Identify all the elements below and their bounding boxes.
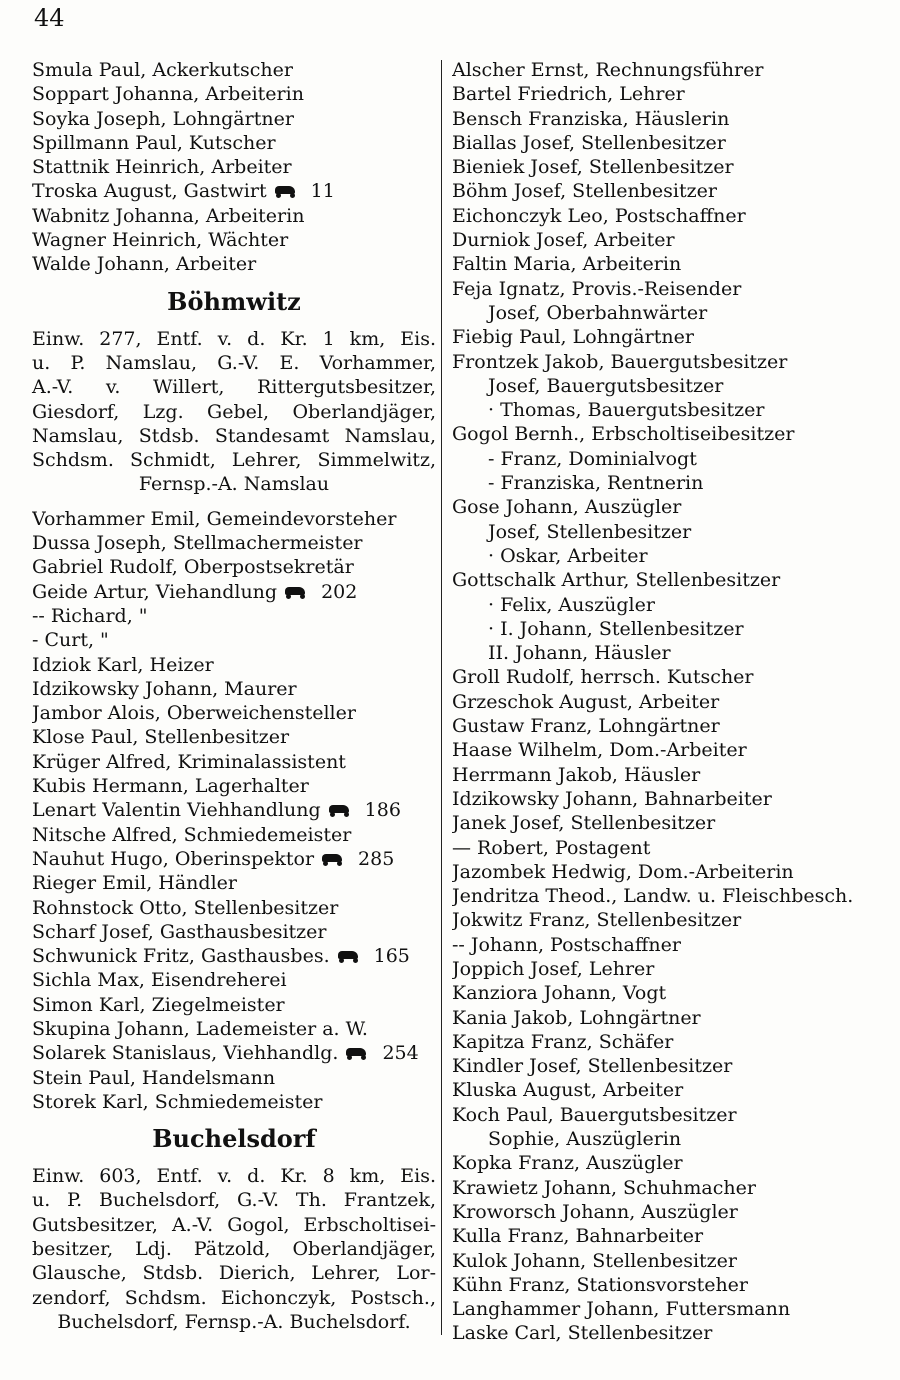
- directory-entry: [452, 1176, 888, 1200]
- description-line: Buchelsdorf, Fernsp.-A. Buchelsdorf.: [57, 1310, 411, 1333]
- entry-text: Troska August, Gastwirt: [32, 180, 267, 203]
- directory-entry: [32, 107, 436, 131]
- directory-entry: [452, 350, 888, 374]
- directory-entry: [452, 714, 888, 738]
- telephone-car-icon: [283, 587, 309, 599]
- directory-entry: [452, 617, 888, 641]
- directory-entry: [452, 325, 888, 349]
- entry-text: Geide Artur, Viehandlung: [32, 580, 278, 603]
- entry-text: Nitsche Alfred, Schmiedemeister: [32, 823, 352, 846]
- description-line: Fernsp.-A. Namslau: [138, 473, 330, 496]
- entry-text: Kanziora Johann, Vogt: [452, 982, 667, 1005]
- entry-text: Kulok Johann, Stellenbesitzer: [452, 1249, 737, 1272]
- entry-text: Kopka Franz, Auszügler: [452, 1152, 683, 1175]
- page-number: 44: [34, 4, 65, 32]
- left-column: [32, 58, 436, 1334]
- directory-entry: [32, 896, 436, 920]
- directory-entry: [452, 665, 888, 689]
- directory-entry: [452, 933, 888, 957]
- entry-text: Sichla Max, Eisendreherei: [32, 969, 287, 992]
- description-line: Giesdorf, Lzg. Gebel, Oberlandjäger,: [32, 400, 436, 423]
- description-line: u. P. Buchelsdorf, G.-V. Th. Frantzek,: [32, 1189, 436, 1212]
- description-line: Einw. 277, Entf. v. d. Kr. 1 km, Eis.: [32, 327, 436, 350]
- description-line: Glausche, Stdsb. Dierich, Lehrer, Lor-: [32, 1262, 436, 1285]
- entry-text: Lenart Valentin Viehhandlung: [32, 799, 321, 822]
- directory-entry: [452, 568, 888, 592]
- entry-text: Stattnik Heinrich, Arbeiter: [32, 156, 292, 179]
- entry-text: Gustaw Franz, Lohngärtner: [452, 715, 720, 738]
- entry-text: Langhammer Johann, Futtersmann: [452, 1298, 791, 1321]
- directory-entry: [32, 252, 436, 276]
- entry-text: -- Richard, ": [32, 604, 148, 627]
- directory-entry: [32, 847, 436, 871]
- entry-text: Storek Karl, Schmiedemeister: [32, 1090, 323, 1113]
- entry-text: Bensch Franziska, Häuslerin: [452, 107, 730, 130]
- directory-entry: [32, 628, 436, 652]
- phone-number: 254: [382, 1042, 419, 1065]
- directory-entry: [452, 1249, 888, 1273]
- entry-text: · Thomas, Bauergutsbesitzer: [488, 399, 765, 422]
- entry-text: Feja Ignatz, Provis.-Reisender: [452, 277, 742, 300]
- entry-text: Spillmann Paul, Kutscher: [32, 131, 276, 154]
- entry-text: Kühn Franz, Stationsvorsteher: [452, 1273, 749, 1296]
- directory-entry: [452, 787, 888, 811]
- directory-entry: [32, 725, 436, 749]
- directory-entry: [452, 1127, 888, 1151]
- entry-text: Simon Karl, Ziegelmeister: [32, 993, 285, 1016]
- description-line: u. P. Namslau, G.-V. E. Vorhammer,: [32, 351, 436, 374]
- entry-text: Krawietz Johann, Schuhmacher: [452, 1176, 756, 1199]
- entry-text: Laske Carl, Stellenbesitzer: [452, 1322, 713, 1345]
- directory-entry: [452, 1297, 888, 1321]
- directory-entry: [452, 252, 888, 276]
- entry-text: Idziok Karl, Heizer: [32, 653, 214, 676]
- directory-entry: [32, 871, 436, 895]
- directory-entry: [452, 811, 888, 835]
- description-line: Schdsm. Schmidt, Lehrer, Simmelwitz,: [32, 449, 436, 472]
- directory-entry: [32, 155, 436, 179]
- directory-entry: [452, 495, 888, 519]
- entry-text: Rieger Emil, Händler: [32, 872, 237, 895]
- directory-entry: [32, 1017, 436, 1041]
- entry-text: Dussa Joseph, Stellmachermeister: [32, 532, 363, 555]
- telephone-car-icon: [273, 186, 299, 198]
- directory-entry: [452, 107, 888, 131]
- entry-text: Herrmann Jakob, Häusler: [452, 763, 701, 786]
- entry-text: Vorhammer Emil, Gemeindevorsteher: [32, 507, 397, 530]
- entry-text: Josef, Oberbahnwärter: [488, 301, 708, 324]
- phone-number: 285: [358, 847, 395, 870]
- entry-text: Fiebig Paul, Lohngärtner: [452, 326, 694, 349]
- entry-text: Joppich Josef, Lehrer: [452, 957, 655, 980]
- directory-entry: [452, 228, 888, 252]
- directory-entry: [452, 1224, 888, 1248]
- entry-text: Kubis Hermann, Lagerhalter: [32, 775, 309, 798]
- directory-entry: [452, 1273, 888, 1297]
- directory-entry: [32, 701, 436, 725]
- directory-entry: [452, 204, 888, 228]
- entry-text: Koch Paul, Bauergutsbesitzer: [452, 1103, 737, 1126]
- directory-entry: [32, 774, 436, 798]
- entry-text: - Franz, Dominialvogt: [488, 447, 697, 470]
- directory-entry: [452, 58, 888, 82]
- directory-entry: [32, 555, 436, 579]
- description-line: besitzer, Ldj. Pätzold, Oberlandjäger,: [32, 1238, 436, 1261]
- entry-text: Wabnitz Johanna, Arbeiterin: [32, 204, 305, 227]
- entry-text: Josef, Bauergutsbesitzer: [488, 374, 724, 397]
- directory-entry: [452, 447, 888, 471]
- entry-text: Gottschalk Arthur, Stellenbesitzer: [452, 569, 781, 592]
- directory-entry: [452, 1030, 888, 1054]
- directory-entry: [32, 580, 436, 604]
- directory-entry: [452, 981, 888, 1005]
- directory-entry: [452, 471, 888, 495]
- column-divider: [441, 60, 442, 1335]
- entry-text: Sophie, Auszüglerin: [488, 1128, 682, 1151]
- directory-entry: [32, 1041, 436, 1065]
- directory-entry: [32, 1090, 436, 1114]
- entry-text: Wagner Heinrich, Wächter: [32, 229, 289, 252]
- directory-entry: [452, 641, 888, 665]
- entry-text: Smula Paul, Ackerkutscher: [32, 59, 293, 81]
- telephone-car-icon: [344, 1048, 370, 1060]
- entries-boehmwitz: [32, 507, 436, 1114]
- directory-entry: [452, 398, 888, 422]
- directory-entry: [452, 179, 888, 203]
- directory-entry: [452, 738, 888, 762]
- telephone-car-icon: [327, 805, 353, 817]
- description-line: A.-V. v. Willert, Rittergutsbesitzer,: [32, 376, 436, 399]
- directory-entry: [452, 1200, 888, 1224]
- directory-entry: [452, 155, 888, 179]
- description-line: zendorf, Schdsm. Eichonczyk, Postsch.,: [32, 1286, 436, 1309]
- phone-number: 186: [364, 799, 401, 822]
- entry-text: Böhm Josef, Stellenbesitzer: [452, 180, 717, 203]
- directory-entry: [32, 1066, 436, 1090]
- entry-text: Soyka Joseph, Lohngärtner: [32, 107, 294, 130]
- phone-number: 11: [310, 180, 335, 203]
- directory-entry: [32, 677, 436, 701]
- entry-text: Walde Johann, Arbeiter: [32, 253, 257, 276]
- entry-text: Kapitza Franz, Schäfer: [452, 1030, 674, 1053]
- directory-entry: [452, 690, 888, 714]
- entry-text: Haase Wilhelm, Dom.-Arbeiter: [452, 739, 747, 762]
- entry-text: Gogol Bernh., Erbscholtiseibesitzer: [452, 423, 795, 446]
- entry-text: Faltin Maria, Arbeiterin: [452, 253, 682, 276]
- entry-text: Krüger Alfred, Kriminalassistent: [32, 750, 346, 773]
- entry-text: · Felix, Auszügler: [488, 593, 655, 616]
- directory-entry: [452, 908, 888, 932]
- directory-entry: [452, 884, 888, 908]
- directory-entry: [32, 204, 436, 228]
- entry-text: Jazombek Hedwig, Dom.-Arbeiterin: [452, 860, 794, 883]
- entry-text: Schwunick Fritz, Gasthausbes.: [32, 945, 330, 968]
- section-description-boehmwitz: [32, 327, 436, 497]
- directory-entry: [452, 544, 888, 568]
- entry-text: Biallas Josef, Stellenbesitzer: [452, 131, 726, 154]
- entry-text: · Oskar, Arbeiter: [488, 544, 648, 567]
- entry-text: - Curt, ": [32, 629, 109, 652]
- entry-text: — Robert, Postagent: [452, 836, 651, 859]
- entries-top: [32, 58, 436, 277]
- entry-text: Idzikowsky Johann, Bahnarbeiter: [452, 787, 772, 810]
- description-line: Gutsbesitzer, A.-V. Gogol, Erbscholtisei-: [32, 1213, 436, 1236]
- entry-text: Alscher Ernst, Rechnungsführer: [452, 59, 764, 81]
- entry-text: Kluska August, Arbeiter: [452, 1079, 684, 1102]
- entry-text: Kindler Josef, Stellenbesitzer: [452, 1055, 733, 1078]
- entry-text: - Franziska, Rentnerin: [488, 472, 704, 495]
- description-line: Namslau, Stdsb. Standesamt Namslau,: [32, 424, 436, 447]
- entry-text: Solarek Stanislaus, Viehhandlg.: [32, 1042, 339, 1065]
- entry-text: Scharf Josef, Gasthausbesitzer: [32, 920, 327, 943]
- directory-entry: [32, 604, 436, 628]
- entry-text: Kulla Franz, Bahnarbeiter: [452, 1225, 704, 1248]
- entry-text: Kroworsch Johann, Auszügler: [452, 1200, 738, 1223]
- entry-text: Bartel Friedrich, Lehrer: [452, 83, 685, 106]
- directory-entry: [452, 836, 888, 860]
- entry-text: Frontzek Jakob, Bauergutsbesitzer: [452, 350, 788, 373]
- entry-text: Durniok Josef, Arbeiter: [452, 229, 675, 252]
- entry-text: Grzeschok August, Arbeiter: [452, 690, 720, 713]
- directory-entry: [32, 228, 436, 252]
- directory-entry: [32, 944, 436, 968]
- entry-text: II. Johann, Häusler: [488, 642, 671, 665]
- directory-entry: [452, 1078, 888, 1102]
- directory-entry: [32, 653, 436, 677]
- directory-entry: [452, 1151, 888, 1175]
- section-title-buchelsdorf: Buchelsdorf: [152, 1124, 316, 1154]
- entry-text: Idzikowsky Johann, Maurer: [32, 677, 297, 700]
- directory-entry: [452, 593, 888, 617]
- directory-entry: [452, 301, 888, 325]
- directory-entry: [452, 374, 888, 398]
- entry-text: Rohnstock Otto, Stellenbesitzer: [32, 896, 339, 919]
- entry-text: Josef, Stellenbesitzer: [488, 520, 692, 543]
- entry-text: Bieniek Josef, Stellenbesitzer: [452, 156, 734, 179]
- directory-entry: [32, 58, 436, 82]
- directory-entry: [32, 920, 436, 944]
- directory-entry: [452, 131, 888, 155]
- entry-text: -- Johann, Postschaffner: [452, 933, 681, 956]
- directory-entry: [452, 1006, 888, 1030]
- entry-text: Janek Josef, Stellenbesitzer: [452, 812, 716, 835]
- entry-text: Eichonczyk Leo, Postschaffner: [452, 204, 746, 227]
- directory-entry: [452, 1103, 888, 1127]
- entry-text: Klose Paul, Stellenbesitzer: [32, 726, 290, 749]
- directory-entry: [32, 131, 436, 155]
- directory-entry: [452, 763, 888, 787]
- directory-entry: [32, 507, 436, 531]
- directory-entry: [32, 798, 436, 822]
- directory-entry: [32, 823, 436, 847]
- directory-entry: [32, 750, 436, 774]
- directory-entry: [452, 860, 888, 884]
- directory-entry: [32, 968, 436, 992]
- entry-text: Jokwitz Franz, Stellenbesitzer: [452, 909, 742, 932]
- entry-text: Jendritza Theod., Landw. u. Fleischbesch.: [452, 885, 854, 908]
- section-description-buchelsdorf: [32, 1164, 436, 1334]
- telephone-car-icon: [336, 951, 362, 963]
- right-column: [452, 58, 888, 1346]
- entry-text: Stein Paul, Handelsmann: [32, 1066, 276, 1089]
- directory-entry: [32, 993, 436, 1017]
- entry-text: · I. Johann, Stellenbesitzer: [488, 617, 744, 640]
- telephone-car-icon: [320, 854, 346, 866]
- entry-text: Gose Johann, Auszügler: [452, 496, 682, 519]
- directory-entry: [32, 82, 436, 106]
- directory-entry: [452, 82, 888, 106]
- directory-entry: [32, 179, 436, 203]
- phone-number: 202: [321, 580, 358, 603]
- entry-text: Groll Rudolf, herrsch. Kutscher: [452, 666, 754, 689]
- phone-number: 165: [373, 945, 410, 968]
- description-line: Einw. 603, Entf. v. d. Kr. 8 km, Eis.: [32, 1165, 436, 1188]
- entry-text: Skupina Johann, Lademeister a. W.: [32, 1017, 368, 1040]
- entry-text: Gabriel Rudolf, Oberpostsekretär: [32, 556, 354, 579]
- directory-entry: [32, 531, 436, 555]
- entry-text: Soppart Johanna, Arbeiterin: [32, 83, 304, 106]
- entry-text: Nauhut Hugo, Oberinspektor: [32, 847, 315, 870]
- directory-entry: [452, 277, 888, 301]
- section-title-boehmwitz: Böhmwitz: [167, 286, 301, 316]
- directory-entry: [452, 1321, 888, 1345]
- directory-entry: [452, 1054, 888, 1078]
- directory-entry: [452, 520, 888, 544]
- directory-entry: [452, 957, 888, 981]
- directory-entry: [452, 422, 888, 446]
- entry-text: Kania Jakob, Lohngärtner: [452, 1006, 701, 1029]
- entry-text: Jambor Alois, Oberweichensteller: [32, 702, 356, 725]
